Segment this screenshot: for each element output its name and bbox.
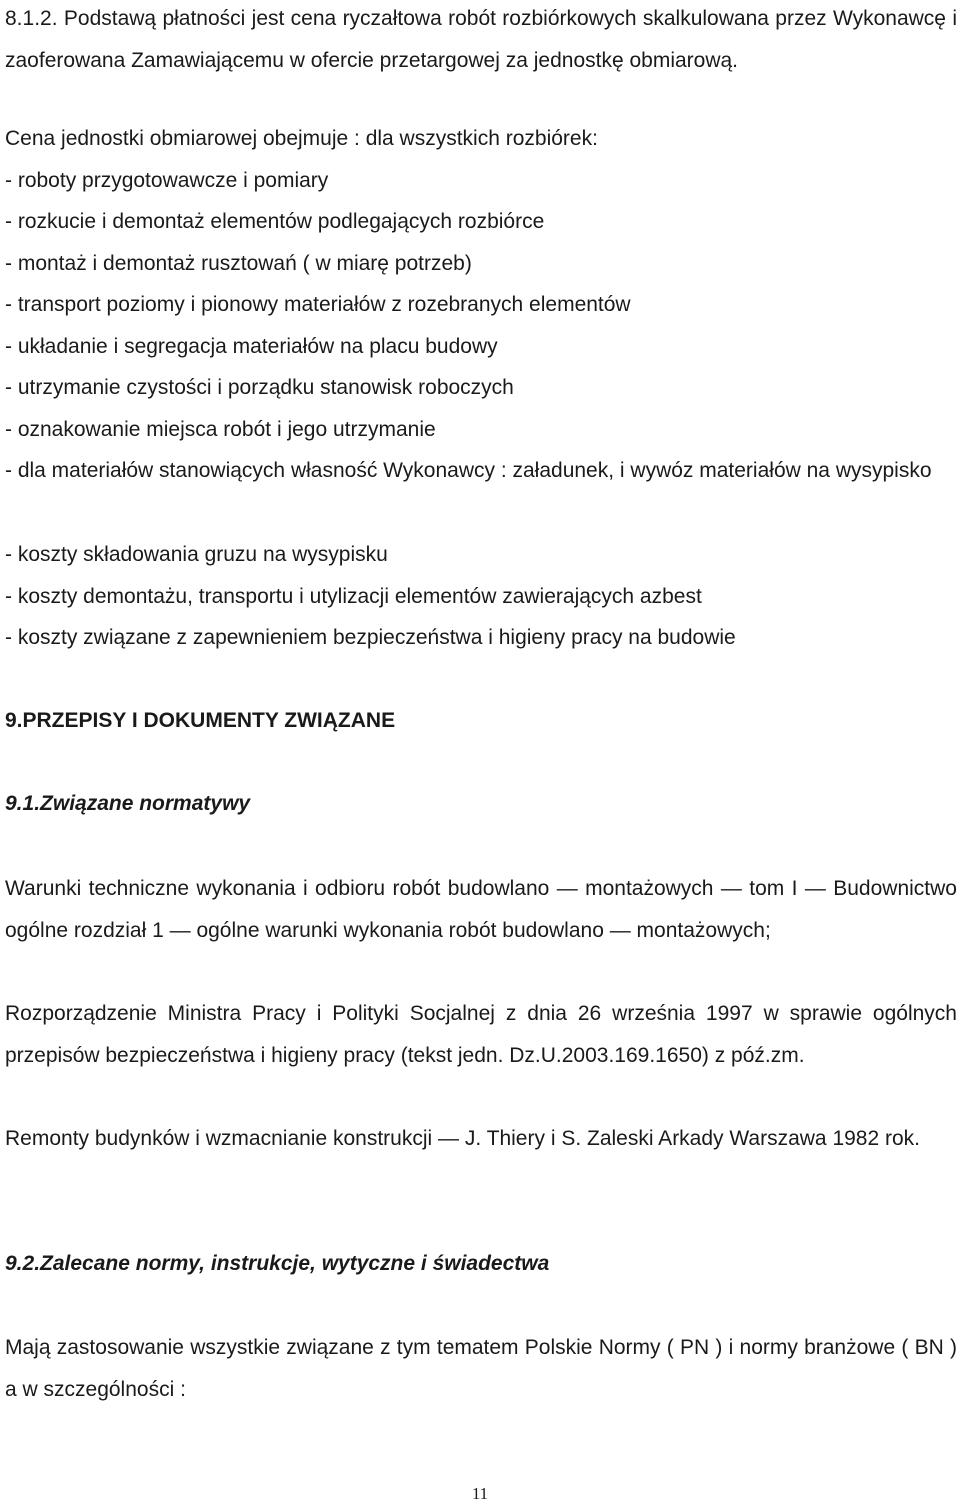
list-item: - montaż i demontaż rusztowań ( w miarę potrzeb) xyxy=(5,252,472,275)
list-item: - utrzymanie czystości i porządku stanowisk roboczych xyxy=(5,376,514,399)
section-8-1-2-intro: 8.1.2. Podstawą płatności jest cena ryczałtowa robót rozbiórkowych skalkulowana przez Wykonawcę i zaoferowana Zamawiającemu w ofercie przetargowej za jednostkę obmiarową. xyxy=(5,7,957,72)
page-number: 11 xyxy=(471,1484,489,1503)
list-item: - koszty związane z zapewnieniem bezpieczeństwa i higieny pracy na budowie xyxy=(5,626,736,649)
list-item: - roboty przygotowawcze i pomiary xyxy=(5,169,329,192)
normative-item: Warunki techniczne wykonania i odbioru robót budowlano — montażowych — tom I — Budownictwo ogólne rozdział 1 — ogólne warunki wykonania robót budowlano — montażowych; xyxy=(5,877,957,942)
normative-item: Rozporządzenie Ministra Pracy i Polityki Socjalnej z dnia 26 września 1997 w sprawie ogólnych przepisów bezpieczeństwa i higieny pracy (tekst jedn. Dz.U.2003.169.1650) z póź.zm. xyxy=(5,1002,957,1067)
normative-item: Remonty budynków i wzmacnianie konstrukcji — J. Thiery i S. Zaleski Arkady Warszawa 1982 rok. xyxy=(5,1127,921,1150)
list-item: - rozkucie i demontaż elementów podlegających rozbiórce xyxy=(5,210,545,233)
section-9-2-text: Mają zastosowanie wszystkie związane z tym tematem Polskie Normy ( PN ) i normy branżowe ( BN ) a w szczególności : xyxy=(5,1336,957,1401)
list-item: - transport poziomy i pionowy materiałów z rozebranych elementów xyxy=(5,293,631,316)
list-item: - koszty składowania gruzu na wysypisku xyxy=(5,543,388,566)
section-9-1-heading: 9.1.Związane normatywy xyxy=(5,792,251,815)
document-page xyxy=(5,0,957,1506)
cost-scope-line: Cena jednostki obmiarowej obejmuje : dla wszystkich rozbiórek: xyxy=(5,127,598,150)
list-item-own-materials: - dla materiałów stanowiących własność Wykonawcy : załadunek, i wywóz materiałów na wysypisko xyxy=(5,459,932,482)
list-item: - oznakowanie miejsca robót i jego utrzymanie xyxy=(5,418,436,441)
section-9-heading: 9.PRZEPISY I DOKUMENTY ZWIĄZANE xyxy=(5,709,396,732)
list-item: - koszty demontażu, transportu i utylizacji elementów zawierających azbest xyxy=(5,585,702,608)
list-item: - układanie i segregacja materiałów na placu budowy xyxy=(5,335,498,358)
section-9-2-heading: 9.2.Zalecane normy, instrukcje, wytyczne i świadectwa xyxy=(5,1252,550,1275)
